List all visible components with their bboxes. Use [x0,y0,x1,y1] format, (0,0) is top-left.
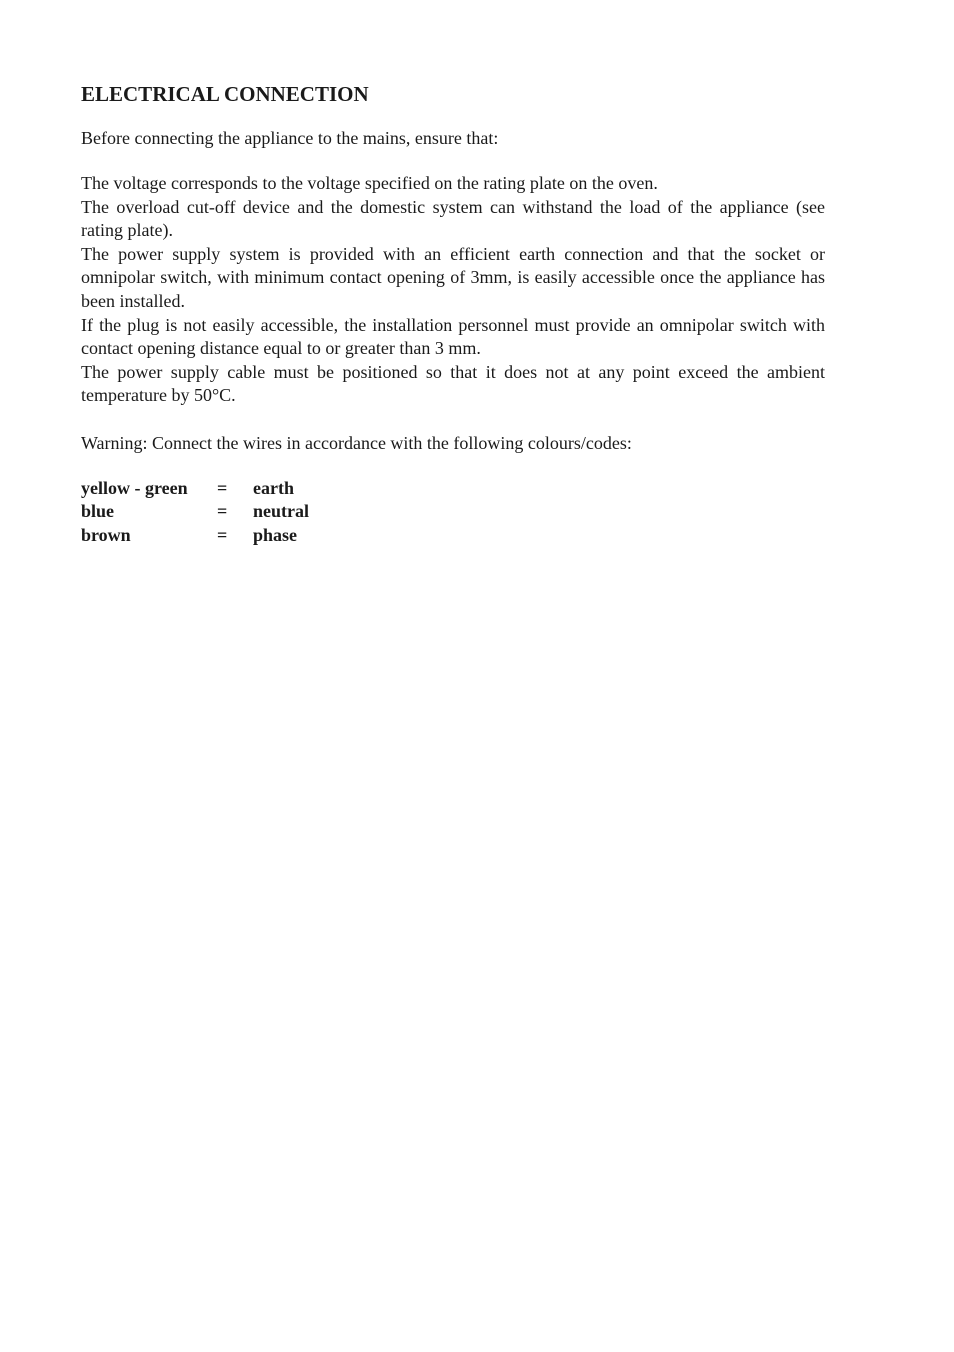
wire-code: earth [253,477,294,498]
condition-earth: The power supply system is provided with an efficient earth connection and that the socket or omnipolar switch, with minimum contact opening of 3mm, is easily accessible once the appliance has been installed. [81,243,825,311]
condition-cable: The power supply cable must be positioned so that it does not at any point exceed the ambient temperature by 50°C. [81,361,825,406]
wire-colour: brown [81,524,131,545]
condition-plug: If the plug is not easily accessible, the installation personnel must provide an omnipolar switch with contact opening distance equal to or greater than 3 mm. [81,314,825,359]
table-row [81,477,309,501]
section-title: ELECTRICAL CONNECTION [81,82,369,106]
condition-overload: The overload cut-off device and the domestic system can withstand the load of the appliance (see rating plate). [81,196,825,241]
condition-voltage: The voltage corresponds to the voltage specified on the rating plate on the oven. [81,173,658,193]
warning-text: Warning: Connect the wires in accordance with the following colours/codes: [81,432,632,453]
conditions-list [81,172,825,408]
wire-code: neutral [253,501,309,522]
wire-colour: blue [81,501,115,522]
table-row [81,524,309,548]
wire-colour: yellow - green [81,477,188,498]
wire-colour-table [81,477,309,548]
intro-text: Before connecting the appliance to the mains, ensure that: [81,128,499,148]
equals-sign: = [217,501,228,522]
equals-sign: = [217,524,228,545]
table-row [81,500,309,524]
wire-code: phase [253,524,298,545]
equals-sign: = [217,477,228,498]
document-page [81,80,825,547]
